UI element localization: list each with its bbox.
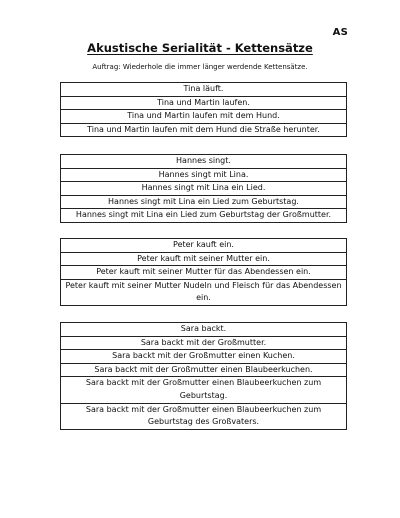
corner-label: AS (332, 27, 348, 38)
sentence-row: Hannes singt. (61, 155, 347, 169)
sentence-row: Tina und Martin laufen. (61, 97, 347, 111)
sentence-row: Hannes singt mit Lina ein Lied. (61, 182, 347, 196)
sentence-row: Tina läuft. (61, 83, 347, 97)
sentence-row: Hannes singt mit Lina. (61, 169, 347, 183)
sentence-chain-block-peter (60, 238, 347, 306)
page-title (0, 41, 400, 55)
sentence-chain-block-tina (60, 82, 347, 137)
sentence-row: Sara backt mit der Großmutter. (61, 337, 347, 351)
sentence-row: Hannes singt mit Lina ein Lied zum Geburtstag der Großmutter. (61, 209, 347, 223)
page-title-text: Akustische Serialität - Kettensätze (87, 41, 313, 55)
instruction-text: Auftrag: Wiederhole die immer länger werdende Kettensätze. (92, 63, 308, 71)
sentence-row: Tina und Martin laufen mit dem Hund die Straße herunter. (61, 124, 347, 138)
sentence-row: Sara backt mit der Großmutter einen Blaubeerkuchen. (61, 364, 347, 378)
sentence-row: Peter kauft mit seiner Mutter Nudeln und Fleisch für das Abendessen ein. (61, 280, 347, 306)
sentence-row: Peter kauft mit seiner Mutter ein. (61, 253, 347, 267)
sentence-chain-block-hannes (60, 154, 347, 223)
sentence-row: Sara backt mit der Großmutter einen Blaubeerkuchen zum Geburtstag. (61, 377, 347, 403)
sentence-row: Peter kauft mit seiner Mutter für das Abendessen ein. (61, 266, 347, 280)
sentence-row: Tina und Martin laufen mit dem Hund. (61, 110, 347, 124)
sentence-row: Sara backt mit der Großmutter einen Kuchen. (61, 350, 347, 364)
sentence-row: Sara backt mit der Großmutter einen Blaubeerkuchen zum Geburtstag des Großvaters. (61, 404, 347, 430)
sentence-row: Sara backt. (61, 323, 347, 337)
sentence-chain-block-sara (60, 322, 347, 430)
sentence-row: Hannes singt mit Lina ein Lied zum Geburtstag. (61, 196, 347, 210)
sentence-row: Peter kauft ein. (61, 239, 347, 253)
